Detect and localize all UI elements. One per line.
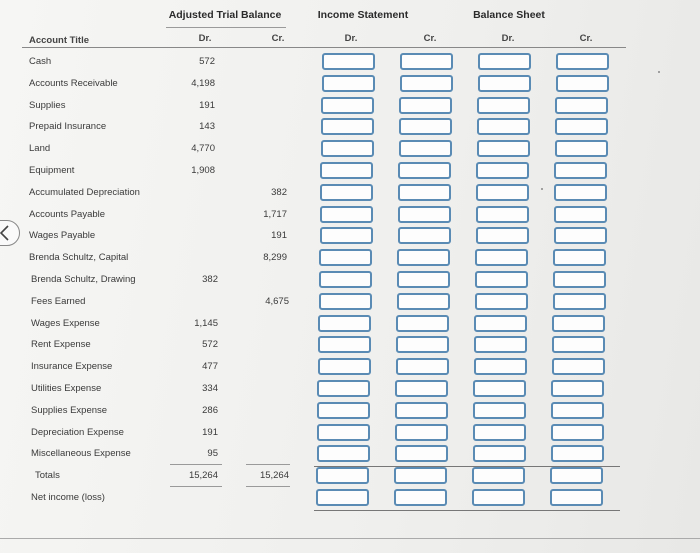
income-cr-input[interactable] xyxy=(399,140,452,157)
balance-cr-input[interactable] xyxy=(553,249,606,266)
income-cr-input[interactable] xyxy=(395,402,448,419)
income-cr-input[interactable] xyxy=(400,53,453,70)
balance-dr-input[interactable] xyxy=(477,118,530,135)
account-title: Totals xyxy=(35,470,60,482)
balance-cr-input[interactable] xyxy=(555,118,608,135)
stray-mark xyxy=(541,188,543,190)
trial-cr-total-rule-top xyxy=(246,464,290,465)
income-cr-input[interactable] xyxy=(395,424,448,441)
balance-dr-input[interactable] xyxy=(476,162,529,179)
trial-cr-value: 15,264 xyxy=(259,470,289,482)
income-cr-input[interactable] xyxy=(399,118,452,135)
balance-cr-input[interactable] xyxy=(554,162,607,179)
income-dr-input[interactable] xyxy=(320,206,373,223)
balance-dr-input[interactable] xyxy=(475,249,528,266)
income-cr-input[interactable] xyxy=(398,184,451,201)
account-title: Prepaid Insurance xyxy=(29,121,107,133)
balance-dr-input[interactable] xyxy=(477,97,530,114)
income-balance-total-rule xyxy=(314,466,620,467)
account-title: Brenda Schultz, Drawing xyxy=(31,274,136,285)
income-dr-input[interactable] xyxy=(320,162,373,179)
income-cr-input[interactable] xyxy=(400,75,453,92)
balance-cr-input[interactable] xyxy=(555,97,608,114)
trial-dr-value: 572 xyxy=(199,56,215,67)
balance-cr-input[interactable] xyxy=(556,53,609,70)
income-cr-input[interactable] xyxy=(397,293,450,310)
trial-dr-value: 4,770 xyxy=(191,143,215,155)
net-income-rule xyxy=(314,510,620,511)
balance-dr-input[interactable] xyxy=(473,402,526,419)
trial-dr-header: Dr. xyxy=(198,33,212,44)
income-cr-input[interactable] xyxy=(396,358,449,375)
balance-dr-input[interactable] xyxy=(478,53,531,70)
trial-dr-value: 477 xyxy=(202,361,218,373)
balance-cr-input[interactable] xyxy=(551,424,604,441)
income-dr-input[interactable] xyxy=(316,467,369,484)
income-dr-input[interactable] xyxy=(319,293,372,310)
trial-dr-value: 191 xyxy=(202,426,218,438)
trial-cr-value: 191 xyxy=(271,230,287,242)
income-dr-header: Dr. xyxy=(344,33,358,44)
income-cr-input[interactable] xyxy=(394,467,447,484)
balance-dr-input[interactable] xyxy=(475,293,528,310)
income-cr-input[interactable] xyxy=(395,380,448,397)
income-dr-input[interactable] xyxy=(317,402,370,419)
trial-dr-value: 15,264 xyxy=(188,470,218,482)
balance-dr-input[interactable] xyxy=(473,380,526,397)
account-title: Net income (loss) xyxy=(31,492,105,503)
income-dr-input[interactable] xyxy=(317,380,370,397)
group-header-trial: Adjusted Trial Balance xyxy=(168,9,282,21)
account-title: Fees Earned xyxy=(31,295,86,307)
trial-cr-header: Cr. xyxy=(271,33,285,44)
income-cr-input[interactable] xyxy=(394,489,447,506)
balance-cr-input[interactable] xyxy=(552,315,605,332)
income-dr-input[interactable] xyxy=(317,424,370,441)
account-title: Land xyxy=(29,143,51,155)
income-dr-input[interactable] xyxy=(321,97,374,114)
account-title: Cash xyxy=(29,56,52,67)
balance-cr-input[interactable] xyxy=(552,358,605,375)
account-title: Wages Payable xyxy=(29,230,96,242)
income-cr-input[interactable] xyxy=(398,206,451,223)
trial-dr-value: 572 xyxy=(202,339,218,351)
income-cr-input[interactable] xyxy=(396,336,449,353)
income-dr-input[interactable] xyxy=(320,184,373,201)
trial-dr-value: 143 xyxy=(199,121,215,133)
balance-dr-input[interactable] xyxy=(472,467,525,484)
balance-cr-input[interactable] xyxy=(550,489,603,506)
balance-cr-input[interactable] xyxy=(556,75,609,92)
balance-cr-input[interactable] xyxy=(553,293,606,310)
income-dr-input[interactable] xyxy=(318,358,371,375)
balance-cr-input[interactable] xyxy=(554,184,607,201)
account-title: Equipment xyxy=(29,165,75,176)
account-title: Accounts Receivable xyxy=(29,77,118,89)
account-title: Supplies xyxy=(29,99,66,111)
balance-cr-input[interactable] xyxy=(555,140,608,157)
balance-dr-input[interactable] xyxy=(477,140,530,157)
income-dr-input[interactable] xyxy=(322,75,375,92)
account-title: Insurance Expense xyxy=(31,361,113,373)
trial-dr-total-rule-bottom xyxy=(170,486,222,487)
balance-dr-input[interactable] xyxy=(476,184,529,201)
account-title: Accumulated Depreciation xyxy=(29,186,140,198)
balance-cr-input[interactable] xyxy=(550,467,603,484)
income-dr-input[interactable] xyxy=(321,140,374,157)
balance-cr-header: Cr. xyxy=(579,33,593,44)
balance-cr-input[interactable] xyxy=(551,445,604,462)
balance-cr-input[interactable] xyxy=(553,271,606,288)
balance-cr-input[interactable] xyxy=(551,402,604,419)
income-dr-input[interactable] xyxy=(318,315,371,332)
balance-dr-input[interactable] xyxy=(478,75,531,92)
balance-dr-header: Dr. xyxy=(501,33,515,44)
income-cr-input[interactable] xyxy=(397,249,450,266)
account-title: Wages Expense xyxy=(31,317,100,329)
trial-cr-value: 1,717 xyxy=(263,208,287,220)
chevron-left-icon xyxy=(0,225,9,241)
income-cr-input[interactable] xyxy=(398,227,451,244)
income-dr-input[interactable] xyxy=(316,489,369,506)
group-header-balance: Balance Sheet xyxy=(473,9,545,21)
balance-dr-input[interactable] xyxy=(474,336,527,353)
balance-dr-input[interactable] xyxy=(476,227,529,244)
income-dr-input[interactable] xyxy=(318,336,371,353)
trial-dr-value: 95 xyxy=(207,448,218,460)
income-cr-input[interactable] xyxy=(398,162,451,179)
trial-dr-value: 191 xyxy=(199,99,215,111)
group-header-income: Income Statement xyxy=(317,9,409,21)
balance-dr-input[interactable] xyxy=(475,271,528,288)
trial-dr-value: 334 xyxy=(202,383,218,394)
balance-dr-input[interactable] xyxy=(473,445,526,462)
trial-dr-value: 286 xyxy=(202,404,218,416)
stray-mark xyxy=(658,71,660,73)
balance-dr-input[interactable] xyxy=(474,358,527,375)
account-title: Brenda Schultz, Capital xyxy=(29,252,129,264)
trial-cr-value: 382 xyxy=(271,186,287,198)
balance-cr-input[interactable] xyxy=(554,227,607,244)
income-dr-input[interactable] xyxy=(321,118,374,135)
income-cr-input[interactable] xyxy=(396,315,449,332)
trial-cr-total-rule-bottom xyxy=(246,486,290,487)
account-title: Supplies Expense xyxy=(31,404,108,416)
account-title: Rent Expense xyxy=(31,339,91,351)
trial-cr-value: 8,299 xyxy=(263,252,287,264)
income-dr-input[interactable] xyxy=(322,53,375,70)
trial-dr-value: 4,198 xyxy=(191,77,215,89)
balance-dr-input[interactable] xyxy=(472,489,525,506)
header-rule xyxy=(22,47,626,48)
balance-cr-input[interactable] xyxy=(552,336,605,353)
bottom-rule xyxy=(0,538,700,539)
account-title: Miscellaneous Expense xyxy=(31,448,131,460)
trial-cr-value: 4,675 xyxy=(265,295,289,307)
account-title-header: Account Title xyxy=(29,35,89,46)
trial-header-underline xyxy=(166,27,286,28)
balance-cr-input[interactable] xyxy=(551,380,604,397)
trial-dr-value: 382 xyxy=(202,274,218,285)
back-button[interactable] xyxy=(0,220,20,246)
income-dr-input[interactable] xyxy=(320,227,373,244)
balance-dr-input[interactable] xyxy=(476,206,529,223)
income-dr-input[interactable] xyxy=(319,271,372,288)
account-title: Depreciation Expense xyxy=(31,426,124,438)
income-cr-input[interactable] xyxy=(397,271,450,288)
balance-dr-input[interactable] xyxy=(474,315,527,332)
balance-cr-input[interactable] xyxy=(554,206,607,223)
income-dr-input[interactable] xyxy=(319,249,372,266)
income-cr-input[interactable] xyxy=(399,97,452,114)
account-title: Utilities Expense xyxy=(31,383,102,394)
income-cr-header: Cr. xyxy=(423,33,437,44)
income-dr-input[interactable] xyxy=(317,445,370,462)
balance-dr-input[interactable] xyxy=(473,424,526,441)
trial-dr-total-rule-top xyxy=(170,464,222,465)
trial-dr-value: 1,145 xyxy=(194,317,218,329)
income-cr-input[interactable] xyxy=(395,445,448,462)
trial-dr-value: 1,908 xyxy=(191,165,215,176)
account-title: Accounts Payable xyxy=(29,208,106,220)
